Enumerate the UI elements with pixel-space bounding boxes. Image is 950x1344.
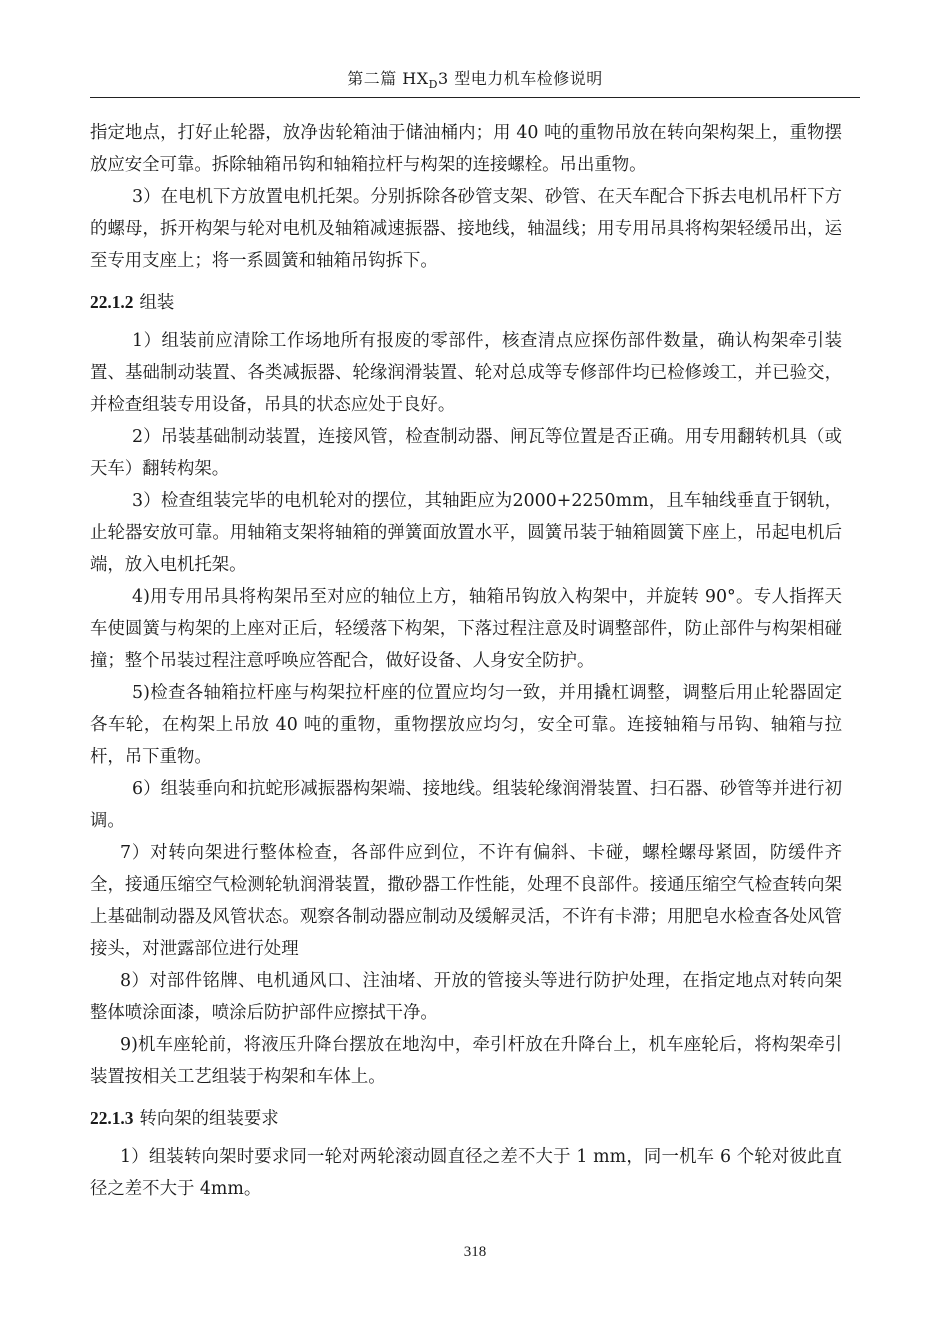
paragraph: 6）组装垂向和抗蛇形减振器构架端、接地线。组装轮缘润滑装置、扫石器、砂管等并进行初调。 [90,779,842,831]
section-title: 转向架的组装要求 [139,1109,279,1129]
paragraph: 指定地点，打好止轮器，放净齿轮箱油于储油桶内；用 40 吨的重物吊放在转向架构架上，重物摆放应安全可靠。拆除轴箱吊钩和轴箱拉杆与构架的连接螺栓。吊出重物。 [90,123,842,175]
paragraph: 3）检查组装完毕的电机轮对的摆位，其轴距应为2000+2250mm，且车轴线垂直于钢轨，止轮器安放可靠。用轴箱支架将轴箱的弹簧面放置水平，圆簧吊装于轴箱圆簧下座上，吊起电机后端，放入电机托架。 [90,491,842,575]
paragraph: 1）组装前应清除工作场地所有报废的零部件，核查清点应探伤部件数量，确认构架牵引装置、基础制动装置、各类减振器、轮缘润滑装置、轮对总成等专修部件均已检修竣工，并已验交，并检查组装专用设备，吊具的状态应处于良好。 [90,331,842,415]
page-body [90,117,842,1205]
section-title: 组装 [139,293,175,313]
running-header [0,66,950,91]
paragraph: 3）在电机下方放置电机托架。分别拆除各砂管支架、砂管、在天车配合下拆去电机吊杆下方的螺母，拆开构架与轮对电机及轴箱减速振器、接地线，轴温线；用专用吊具将构架轻缓吊出，运至专用支座上；将一系圆簧和轴箱吊钩拆下。 [90,187,842,271]
paragraph: 7）对转向架进行整体检查，各部件应到位，不许有偏斜、卡碰，螺栓螺母紧固，防缓件齐全，接通压缩空气检测轮轨润滑装置，撒砂器工作性能，处理不良部件。接通压缩空气检查转向架上基础制动器及风管状态。观察各制动器应制动及缓解灵活，不许有卡滞；用肥皂水检查各处风管接头，对泄露部位进行处理 [90,843,842,959]
header-subscript: D [428,78,438,92]
section-number: 22.1.2 [90,292,134,312]
header-rule [90,97,860,98]
section-number: 22.1.3 [90,1108,134,1128]
paragraph: 9)机车座轮前，将液压升降台摆放在地沟中，牵引杆放在升降台上，机车座轮后，将构架牵引装置按相关工艺组装于构架和车体上。 [90,1035,842,1087]
page-number: 318 [463,1244,487,1260]
section-heading [90,277,842,325]
paragraph: 2）吊装基础制动装置，连接风管，检查制动器、闸瓦等位置是否正确。用专用翻转机具（或天车）翻转构架。 [90,427,842,479]
paragraph: 5)检查各轴箱拉杆座与构架拉杆座的位置应均匀一致，并用撬杠调整，调整后用止轮器固定各车轮，在构架上吊放 40 吨的重物，重物摆放应均匀，安全可靠。连接轴箱与吊钩、轴箱与拉杆，吊下重物。 [90,683,842,767]
section-heading [90,1093,842,1141]
paragraph: 1）组装转向架时要求同一轮对两轮滚动圆直径之差不大于 1 mm，同一机车 6 个轮对彼此直径之差不大于 4mm。 [90,1147,842,1199]
paragraph: 8）对部件铭牌、电机通风口、注油堵、开放的管接头等进行防护处理，在指定地点对转向架整体喷涂面漆，喷涂后防护部件应擦拭干净。 [90,971,842,1023]
paragraph: 4)用专用吊具将构架吊至对应的轴位上方，轴箱吊钩放入构架中，并旋转 90°。专人指挥天车使圆簧与构架的上座对正后，轻缓落下构架，下落过程注意及时调整部件，防止部件与构架相碰撞；整个吊装过程注意呼唤应答配合，做好设备、人身安全防护。 [90,587,842,671]
header-prefix: 第二篇 HX [347,69,429,88]
header-suffix: 3 型电力机车检修说明 [437,69,603,88]
